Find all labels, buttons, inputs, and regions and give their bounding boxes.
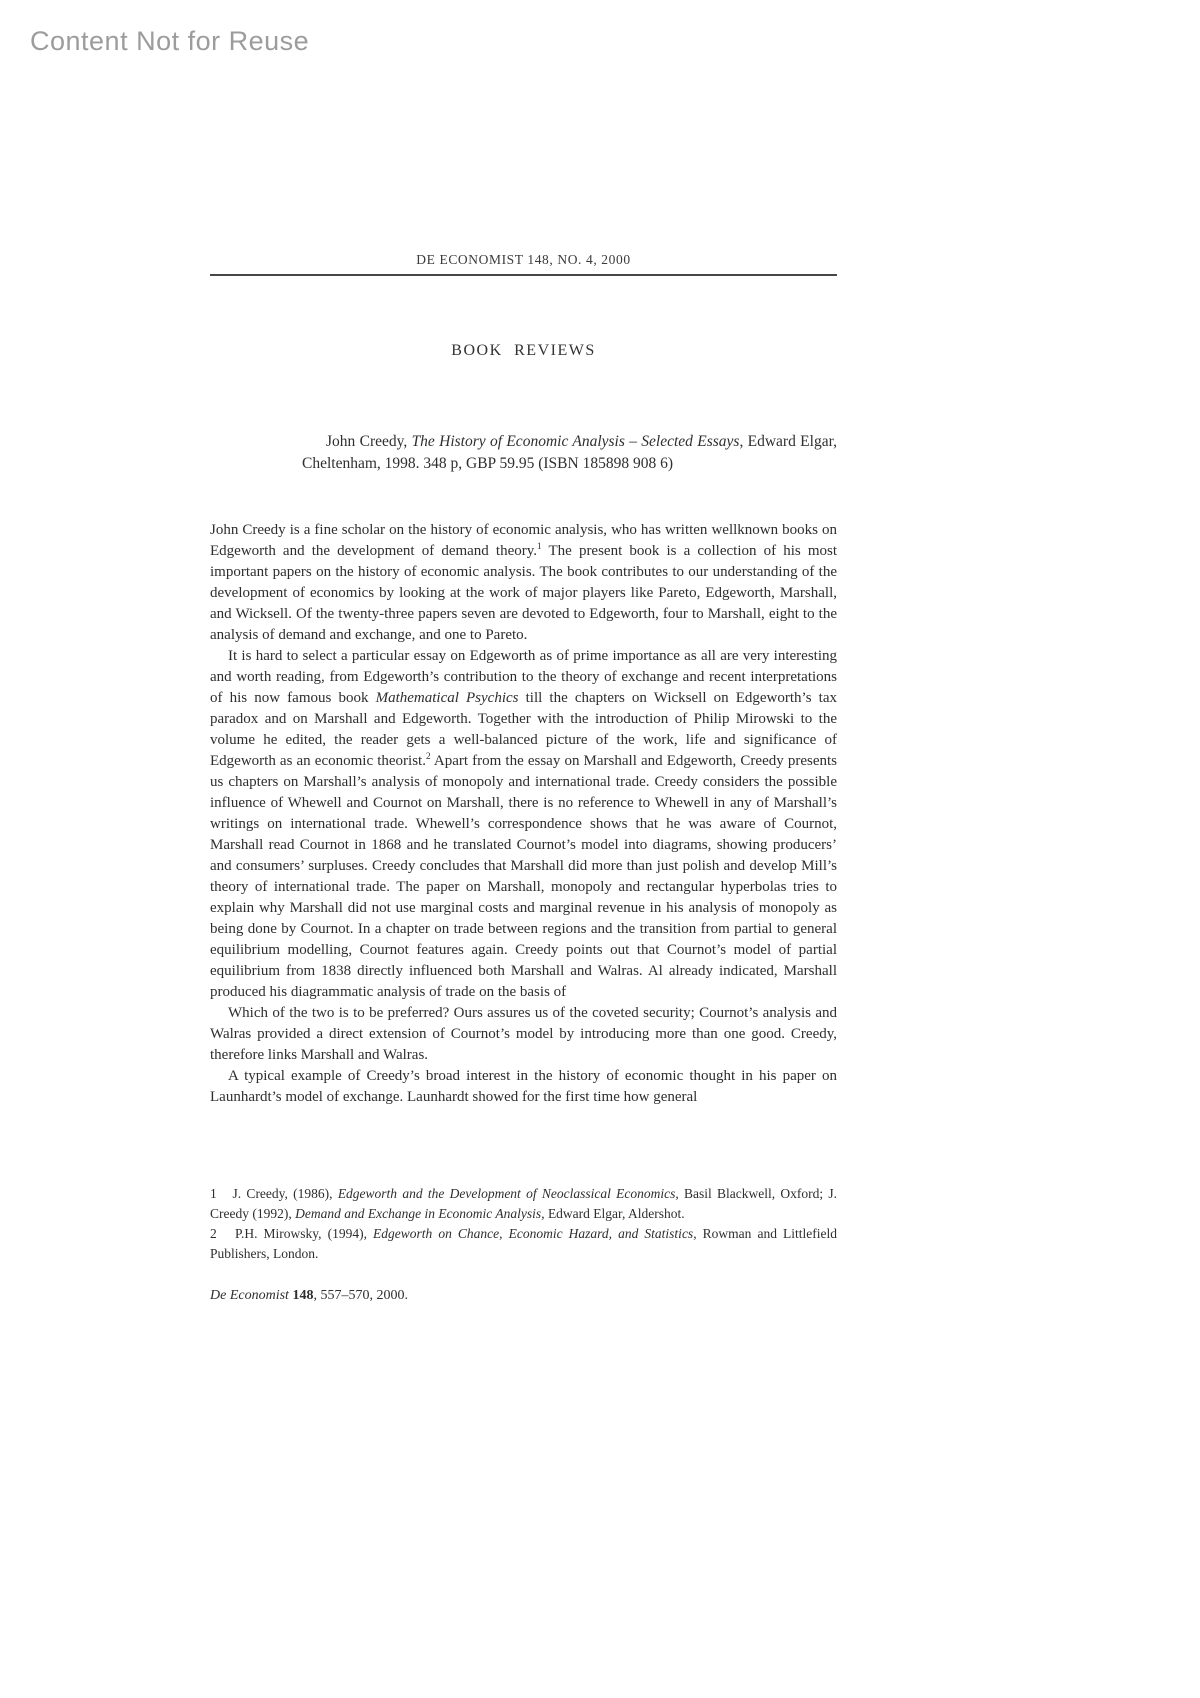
body-paragraph-1: John Creedy is a fine scholar on the history of economic analysis, who has written wellknown books on Edgeworth and the development of demand theory.$^1$ The present book is a collection of his most important papers on the history of economic analysis. The book contributes to our understanding of the development of economics by looking at the work of major players like Pareto, Edgeworth, Marshall, and Wicksell. Of the twenty-three papers seven are devoted to Edgeworth, four to Marshall, eight to the analysis of demand and exchange, and one to Pareto. <box>210 522 837 643</box>
section-title: BOOK REVIEWS <box>451 342 596 359</box>
journal-running-header: DE ECONOMIST 148, NO. 4, 2000 <box>416 252 631 267</box>
body-paragraph-4: A typical example of Creedy’s broad interest in the history of economic thought in his paper on Launhardt’s model of exchange. Launhardt showed for the first time how general <box>210 1068 837 1105</box>
header-rule <box>210 274 837 276</box>
watermark-text: Content Not for Reuse <box>30 26 310 56</box>
footnotes-block <box>210 1184 837 1264</box>
review-body <box>210 520 837 1108</box>
footnote-1: 1 J. Creedy, (1986), Edgeworth and the Development of Neoclassical Economics, Basil Blackwell, Oxford; J. Creedy (1992), Demand and Exchange in Economic Analysis, Edward Elgar, Aldershot. <box>210 1186 837 1221</box>
page-content-column <box>210 0 837 1698</box>
journal-footer-citation: De Economist 148, 557–570, 2000. <box>210 1288 408 1303</box>
body-paragraph-2: It is hard to select a particular essay on Edgeworth as of prime importance as all are very interesting and worth reading, from Edgeworth’s contribution to the theory of exchange and recent interpretations of his now famous book Mathematical Psychics till the chapters on Wicksell on Edgeworth’s tax paradox and on Marshall and Edgeworth. Together with the introduction of Philip Mirowski to the volume he edited, the reader gets a well-balanced picture of the work, life and significance of Edgeworth as an economic theorist.$^2$ Apart from the essay on Marshall and Edgeworth, Creedy presents us chapters on Marshall’s analysis of monopoly and international trade. Creedy considers the possible influence of Whewell and Cournot on Marshall, there is no reference to Whewell in any of Marshall’s writings on international trade. Whewell’s correspondence shows that he was aware of Cournot, Marshall read Cournot in 1868 and he translated Cournot’s model into diagrams, showing producers’ and consumers’ surpluses. Creedy concludes that Marshall did more than just polish and develop Mill’s theory of international trade. The paper on Marshall, monopoly and rectangular hyperbolas tries to explain why Marshall did not use marginal costs and marginal revenue in his analysis of monopoly as being done by Cournot. In a chapter on trade between regions and the transition from partial to general equilibrium modelling, Cournot features again. Creedy points out that Cournot’s model of partial equilibrium from 1838 directly influenced both Marshall and Walras. Al already indicated, Marshall produced his diagrammatic analysis of trade on the basis of <box>210 648 837 1000</box>
body-paragraph-3: Which of the two is to be preferred? Ours assures us of the coveted security; Cournot’s analysis and Walras provided a direct extension of Cournot’s model by introducing more than one good. Creedy, therefore links Marshall and Walras. <box>210 1005 837 1063</box>
footnote-2: 2 P.H. Mirowsky, (1994), Edgeworth on Chance, Economic Hazard, and Statistics, Rowman and Littlefield Publishers, London. <box>210 1226 837 1261</box>
book-citation: John Creedy, The History of Economic Analysis – Selected Essays, Edward Elgar, Cheltenham, 1998. 348 p, GBP 59.95 (ISBN 185898 908 6) <box>302 433 837 472</box>
